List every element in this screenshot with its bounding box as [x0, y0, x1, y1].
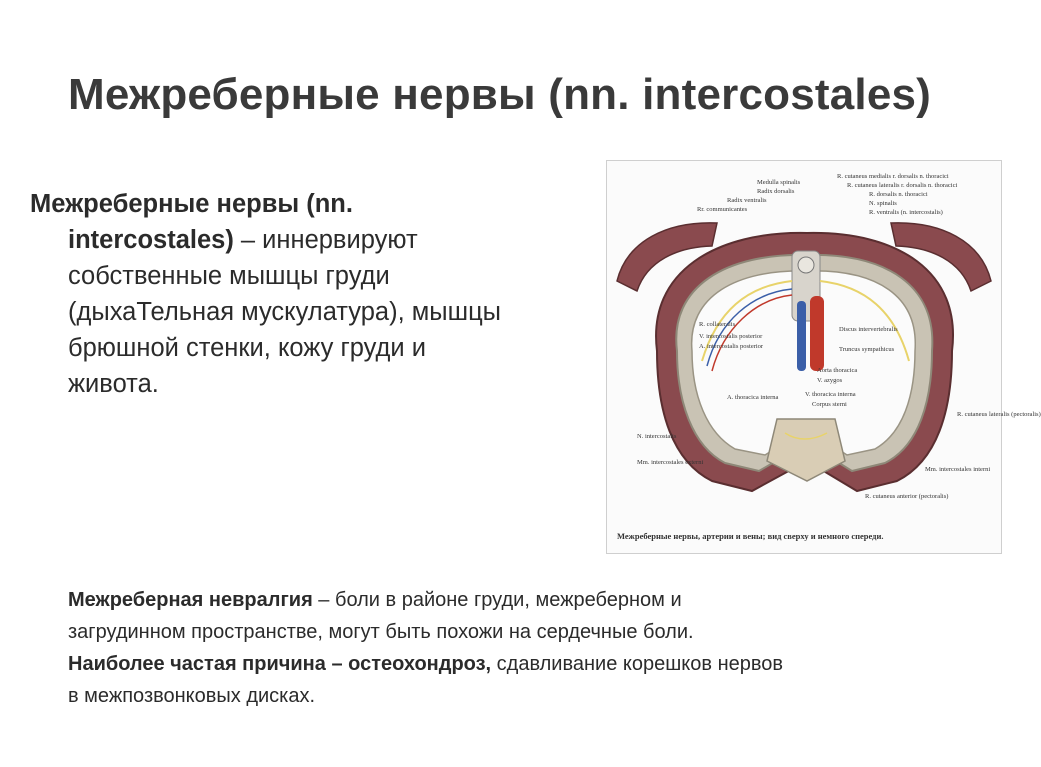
anatomy-figure — [606, 160, 1041, 554]
label-0: Medulla spinalis — [757, 179, 801, 186]
intro-bold-lead: Межреберные нервы (nn. — [30, 190, 353, 218]
bottom-line-1-rest: – боли в районе груди, межреберном и — [312, 589, 682, 611]
label-20: Mm. intercostales externi — [637, 459, 704, 466]
bottom-line-3-rest: сдавливание корешков нервов — [491, 653, 784, 675]
neuralgia-term: Межреберная невралгия — [68, 589, 313, 611]
label-1: Radix dorsalis — [757, 188, 795, 195]
slide-title: Межреберные нервы (nn. intercostales) — [68, 70, 932, 119]
intro-line-3: собственные мышцы груди — [68, 262, 390, 290]
intro-paragraph — [30, 186, 600, 402]
aorta — [810, 296, 824, 371]
label-19: N. intercostalis — [637, 433, 677, 440]
label-22: R. cutaneus lateralis (pectoralis) — [957, 411, 1041, 418]
intro-line-1 — [30, 186, 600, 222]
label-12: Discus intervertebralis — [839, 326, 898, 333]
label-9: R. collateralis — [699, 321, 736, 328]
intro-line-4: (дыхаТельная мускулатура), мышцы — [68, 298, 502, 326]
intro-line-2-rest: – иннервируют — [233, 226, 418, 254]
intro-line-5: брюшной стенки, кожу груди и — [68, 334, 427, 362]
bottom-line-4: в межпозвонковых дисках. — [68, 685, 316, 707]
label-7: N. spinalis — [869, 200, 897, 207]
intro-bold-cont: intercostales) — [68, 226, 234, 254]
label-21: Mm. intercostales interni — [925, 466, 991, 473]
label-23: R. cutaneus anterior (pectoralis) — [865, 493, 949, 500]
bottom-line-3 — [68, 648, 968, 680]
label-11: A. intercostalis posterior — [699, 343, 764, 350]
label-15: V. azygos — [817, 377, 843, 384]
label-13: Truncus sympathicus — [839, 346, 895, 353]
cause-term: Наиболее частая причина – остеохондроз, — [68, 653, 492, 675]
label-2: Radix ventralis — [727, 197, 767, 204]
bottom-line-1 — [68, 584, 968, 616]
spinal-cord — [798, 257, 814, 273]
intro-line-6: живота. — [68, 370, 159, 398]
figure-caption: Межреберные нервы, артерии и вены; вид сверху и немного спереди. — [617, 531, 884, 541]
bottom-text — [68, 584, 968, 712]
label-10: V. intercostalis posterior — [699, 333, 763, 340]
label-5: R. cutaneus lateralis r. dorsalis n. thoracici — [847, 182, 958, 189]
intro-line-2 — [30, 222, 600, 258]
label-18: Corpus sterni — [812, 401, 847, 408]
label-6: R. dorsalis n. thoracici — [869, 191, 928, 198]
label-4: R. cutaneus medialis r. dorsalis n. thoracici — [837, 173, 949, 180]
azygos-vein — [797, 301, 806, 371]
bottom-line-2: загрудинном пространстве, могут быть похожи на сердечные боли. — [68, 621, 694, 643]
label-3: Rr. communicantes — [697, 206, 748, 213]
label-8: R. ventralis (n. intercostalis) — [869, 209, 943, 216]
label-16: A. thoracica interna — [727, 394, 779, 401]
label-14: Aorta thoracica — [817, 367, 858, 374]
label-17: V. thoracica interna — [805, 391, 856, 398]
